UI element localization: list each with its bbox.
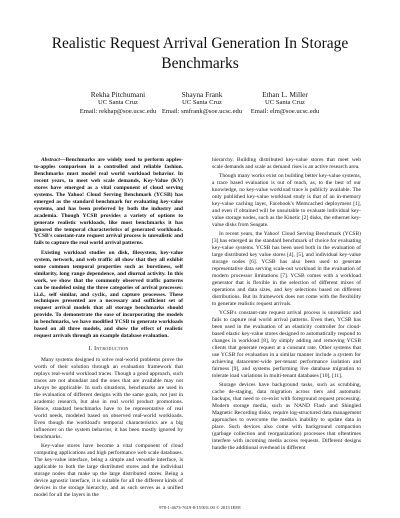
author-email: Email: rekhap@soe.ucsc.edu [79, 107, 157, 115]
author-affiliation: UC Santa Cruz [265, 99, 305, 107]
author-affiliation: UC Santa Cruz [98, 99, 138, 107]
author-email: Email: elm@soe.ucsc.edu [250, 107, 320, 115]
abstract-text: —Benchmarks are widely used to perform apples-to-apples comparison in a controlled and reliable fashion. Benchmarks must model real world workload behavior. In recent years, to meet web scale demands, Key-Value (KV) stores have emerged as a vital component of cloud serving systems. The Yahoo! Cloud Serving Benchmark (YCSB) has emerged as the standard benchmark for evaluating key-value systems, and has been preferred by both the industry and academia. Though YCSB provides a variety of options to generate realistic workloads, like most benchmarks it has ignored the temporal characteristics of generated workloads. YCSB's constant-rate request arrival process is unrealistic and fails to capture the real world arrival patterns. [34, 157, 183, 247]
author-block [0, 90, 400, 140]
body-paragraph: Many systems designed to solve real-world problems prove the worth of their solution through an evaluation framework that replays real-world workload traces. Though a good approach, such traces are not abundant and the ones that are available may not always be applicable. In such situations, benchmarks are used in the evaluation of different designs with the same goals, not just in academic research, but also in real world product promotions. Hence, standard benchmarks have to be representative of real world needs, modeled based on observed real-world workloads. Even though the workload's temporal characteristics are a big influencer on the system behavior, it has been mostly ignored by benchmarks. [34, 357, 183, 440]
author-name: Rekha Pitchumani [90, 90, 146, 99]
author-email: Email: smfrank@soe.ucsc.edu [161, 107, 243, 115]
body-paragraph: hierarchy. Building distributed key-value stores that meet web scale demands and scale as demand rises is an active research area. [212, 157, 361, 170]
author-3 [220, 90, 350, 116]
section-heading-introduction: I. Introduction [88, 346, 129, 353]
right-column [212, 157, 361, 454]
abstract-paragraph-2: Existing workload studies on disk, filesystem, key-value system, network, and web traffic all show that they all exhibit some common temporal properties such as burstiness, self similarity, long range dependence, and diurnal activity. In this work, we show that the commonly observed traffic patterns can be modeled using the three categories of arrival processes: i.i.d., self similar, and cyclic, and capture processes. These techniques presented are a necessary and sufficient set of request arrival models that all storage benchmarks should provide. To demonstrate the ease of incorporating the models in benchmarks, we have modified YCSB to generate workloads based on all three models, and show the effect of realistic request arrivals through an example database evaluation. [34, 249, 183, 340]
author-affiliation: UC Santa Cruz [182, 99, 222, 107]
body-paragraph: Key-value stores have become a vital component of cloud computing applications and high performance web scale databases. The key-value interface, being a simple and versatile interface, is applicable to both the large distributed stores and the individual storage nodes that make up the large distributed stores. Being a device agnostic interface, it is suitable for all the different kinds of devices in the storage hierarchy, and as such serves as a unified model for all the layers in the [34, 442, 183, 498]
left-column [34, 157, 183, 501]
author-name: Ethan L. Miller [262, 90, 308, 99]
body-paragraph: Though many works exist on building better key-value systems, a trace based evaluation is out of reach, as, to the best of our knowledge, no key-value workload trace is publicly available. The only published key-value workload study is that of an in-memory key-value caching layer, Facebook's Memcached deployment [1], and even if obtained will be unsuitable to evaluate individual key-value storage nodes, such as the Kinetic [2] disks, the ethernet key-value disks from Seagate. [212, 173, 361, 228]
abstract-label: Abstract [41, 157, 60, 163]
body-paragraph: In recent years, the Yahoo! Cloud Serving Benchmark (YCSB) [3] has emerged as the standard benchmark of choice for evaluating key-value systems. YCSB has been used both in the evaluation of large distributed key value stores [4], [5], and individual key-value storage nodes [6]. YCSB has also been used to generate representative data serving scale-out workload in the evaluation of modern processor limitations [7]. YCSB comes with a workload generator that is flexible in the selection of different mixes of operations and data sizes, and key selections based on different distributions. But its framework does not come with the flexibility to generate realistic request arrivals. [212, 231, 361, 307]
paper-title: Realistic Request Arrival Generation In Storage Benchmarks [51, 35, 349, 72]
abstract [34, 157, 183, 247]
body-paragraph: Storage devices have background tasks, such as scrubbing, cache de-staging, data migration across tiers and automatic backups, that need to co-exist with foreground request processing. Modern storage media, such as NAND Flash and Shingled Magnetic Recording disks, require log-structured data management approaches to overcome the media's inability to update data in place. Such devices also come with background compaction (garbage collection and reorganization) processes that oftentimes interfere with incoming media access requests. Different designs handle the additional overhead in different [212, 382, 361, 451]
body-paragraph: YCSB's constant-rate request arrival process is unrealistic and fails to capture real world arrival patterns. Even then, YCSB has been used in the evaluation of an elasticity controller for cloud-based elastic key-value stores designed to automatically respond to changes in workload [8], by simply adding and removing YCSB clients that generate request at a constant rate. Other systems that use YCSB for evaluation in a similar manner include a system for achieving datacenter-wide per-tenant performance isolation and fairness [9], and systems performing live database migration to tolerate load variations in multi-tenant databases [10], [11]. [212, 310, 361, 379]
author-name: Shayna Frank [181, 90, 223, 99]
copyright-footer: 978-1-4673-7619-8/15/$31.00 © 2015 IEEE [159, 505, 241, 510]
